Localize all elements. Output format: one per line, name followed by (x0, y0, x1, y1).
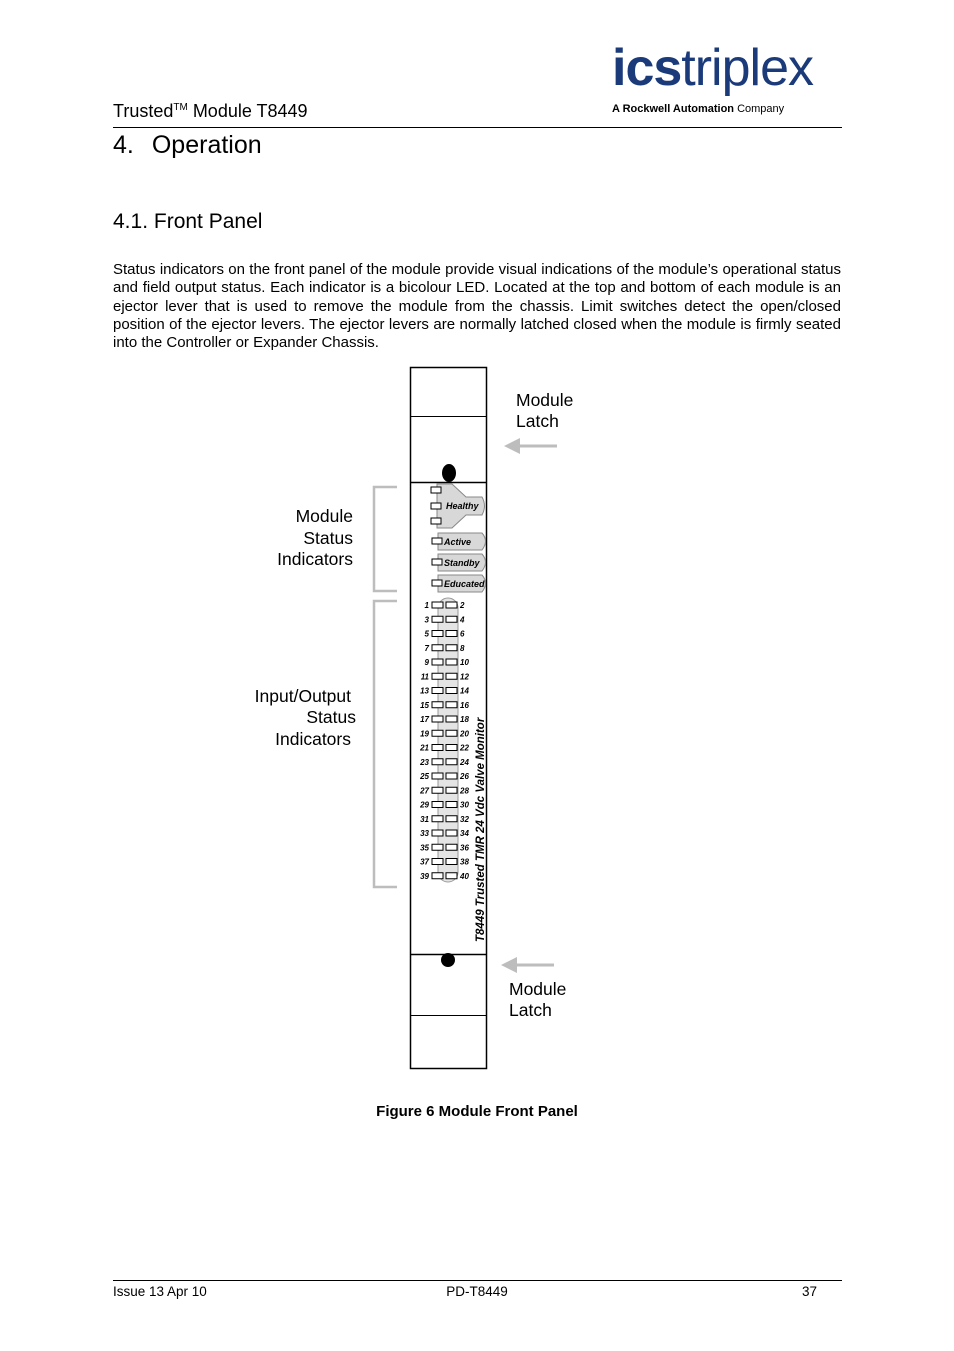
active-led (432, 538, 442, 544)
io-led-left (432, 787, 443, 793)
io-led-number-right: 16 (460, 700, 469, 710)
doc-title-prefix: Trusted (113, 101, 174, 121)
bottom-latch-arrow-head-icon (501, 957, 517, 973)
io-led-right (446, 745, 457, 751)
io-led-number-left: 15 (420, 700, 429, 710)
logo-tagline-suffix: Company (734, 103, 785, 115)
io-led-number-right: 38 (460, 857, 469, 867)
io-led-right (446, 602, 457, 608)
io-led-number-left: 13 (420, 686, 429, 696)
io-led-left (432, 802, 443, 808)
status-group-label-line2: Status (303, 528, 353, 548)
top-latch-label-line1: Module (516, 390, 574, 410)
io-led-right (446, 631, 457, 637)
io-led-number-left: 9 (424, 658, 429, 667)
io-led-number-right: 8 (460, 643, 465, 653)
io-led-number-right: 34 (460, 829, 469, 838)
io-group-label-line2: Status (306, 707, 356, 727)
io-led-left (432, 659, 443, 665)
io-led-left (432, 673, 443, 679)
subsection-title: Front Panel (153, 210, 263, 233)
io-led-number-right: 26 (460, 772, 469, 781)
top-latch-label-line2: Latch (516, 411, 559, 431)
io-led-right (446, 816, 457, 822)
logo-text-light: triplex (681, 39, 814, 97)
section-number: 4. (113, 131, 134, 159)
subsection-number: 4.1. (113, 210, 149, 233)
io-led-number-right: 12 (460, 672, 469, 682)
io-led-number-right: 6 (460, 629, 465, 639)
standby-led (432, 559, 442, 565)
io-led-number-left: 7 (424, 643, 429, 653)
io-group-label-line1: Input/Output (254, 686, 351, 706)
io-led-number-right: 4 (460, 615, 465, 625)
io-led-left (432, 716, 443, 722)
io-led-number-left: 5 (424, 629, 429, 639)
io-led-right (446, 873, 457, 879)
io-led-right (446, 830, 457, 836)
top-latch-screw-icon (442, 464, 456, 482)
status-group-callout (277, 487, 397, 591)
bottom-latch-screw-icon (441, 953, 455, 967)
logo-tagline-brand: Rockwell Automation (622, 103, 735, 115)
io-led-number-left: 37 (420, 857, 429, 867)
io-led-left (432, 859, 443, 865)
io-led-number-right: 24 (460, 757, 469, 767)
educated-led (432, 580, 442, 586)
footer-doc-id: PD-T8449 (446, 1284, 508, 1299)
io-group-label-line3: Indicators (275, 729, 351, 749)
io-led-number-left: 17 (420, 715, 429, 724)
status-led-label: Educated (444, 579, 485, 589)
io-led-right (446, 702, 457, 708)
io-led-right (446, 802, 457, 808)
io-led-number-right: 36 (460, 843, 469, 853)
io-led-number-left: 35 (420, 843, 429, 853)
io-led-left (432, 773, 443, 779)
io-led-right (446, 659, 457, 665)
logo-text-bold: ics (612, 39, 682, 97)
io-led-right (446, 730, 457, 736)
io-led-right (446, 773, 457, 779)
io-led-left (432, 645, 443, 651)
io-led-number-left: 25 (420, 772, 429, 781)
io-led-left (432, 844, 443, 850)
io-led-number-left: 27 (420, 786, 429, 796)
status-led-label: Standby (444, 558, 480, 568)
status-group-label-line3: Indicators (277, 549, 353, 569)
io-led-bezel (438, 598, 458, 882)
io-led-number-left: 31 (420, 814, 429, 824)
bottom-latch-label-line2: Latch (509, 1000, 552, 1020)
footer-page-number: 37 (802, 1284, 818, 1299)
io-led-right (446, 859, 457, 865)
io-led-number-left: 3 (424, 615, 429, 625)
io-led-number-right: 10 (460, 658, 469, 667)
bottom-latch-callout (501, 957, 566, 1020)
healthy-led-1 (431, 487, 441, 493)
doc-title-suffix: Module T8449 (187, 101, 308, 121)
io-group-callout (255, 601, 397, 887)
io-led-number-left: 33 (420, 829, 429, 838)
io-led-number-right: 22 (460, 743, 469, 753)
footer-rule (113, 1280, 842, 1281)
io-led-right (446, 759, 457, 765)
io-led-left (432, 745, 443, 751)
io-led-left (432, 873, 443, 879)
io-group-bracket (374, 601, 397, 887)
io-led-right (446, 616, 457, 622)
io-led-number-left: 21 (420, 743, 429, 753)
io-led-number-right: 2 (460, 601, 465, 610)
status-led-label: Active (444, 537, 472, 547)
status-group-bracket (374, 487, 397, 591)
bottom-latch-label-line1: Module (509, 979, 567, 999)
io-led-left (432, 816, 443, 822)
logo-tagline-prefix: A (612, 103, 623, 115)
top-latch-arrow-head-icon (504, 438, 520, 454)
io-led-number-left: 23 (420, 757, 429, 767)
footer-issue: Issue 13 Apr 10 (113, 1284, 207, 1299)
io-led-number-left: 19 (420, 729, 429, 739)
figure-caption: Figure 6 Module Front Panel (376, 1103, 578, 1120)
io-led-left (432, 688, 443, 694)
body-paragraph: Status indicators on the front panel of the module provide visual indications of the module’s operational status and field output status. Each indicator is a bicolour LED. Located at the top and bottom of each module is an ejector lever that is used to remove the module from the chassis. Limit switches detect the open/closed position of the ejector levers. The ejector levers are normally latched closed when the module is firmly seated into the Controller or Expander Chassis. (113, 261, 841, 352)
io-led-left (432, 702, 443, 708)
status-led-group (431, 484, 486, 592)
io-led-left (432, 631, 443, 637)
io-led-left (432, 759, 443, 765)
io-led-right (446, 787, 457, 793)
io-led-number-right: 20 (460, 729, 469, 739)
io-led-right (446, 688, 457, 694)
io-led-left (432, 830, 443, 836)
io-led-right (446, 673, 457, 679)
io-led-left (432, 616, 443, 622)
io-led-right (446, 716, 457, 722)
status-led-label: Healthy (446, 501, 479, 511)
section-title: Operation (151, 131, 262, 159)
io-led-number-left: 39 (420, 871, 429, 881)
io-led-number-right: 30 (460, 800, 469, 810)
io-led-number-left: 1 (424, 601, 429, 610)
io-led-number-left: 29 (420, 800, 429, 810)
io-led-number-right: 14 (460, 686, 469, 696)
healthy-led-2 (431, 503, 441, 509)
io-led-number-right: 28 (460, 786, 469, 796)
io-led-right (446, 645, 457, 651)
top-latch-callout (504, 390, 573, 454)
io-led-left (432, 602, 443, 608)
io-led-number-left: 11 (420, 672, 429, 682)
io-led-left (432, 730, 443, 736)
trademark-superscript: TM (173, 102, 188, 113)
status-group-label-line1: Module (295, 506, 353, 526)
healthy-led-3 (431, 518, 441, 524)
io-led-number-right: 18 (460, 715, 469, 724)
io-led-number-right: 40 (460, 871, 469, 881)
io-led-number-right: 32 (460, 814, 469, 824)
io-led-right (446, 844, 457, 850)
panel-vertical-text: T8449 Trusted TMR 24 Vdc Valve Monitor (475, 717, 487, 942)
